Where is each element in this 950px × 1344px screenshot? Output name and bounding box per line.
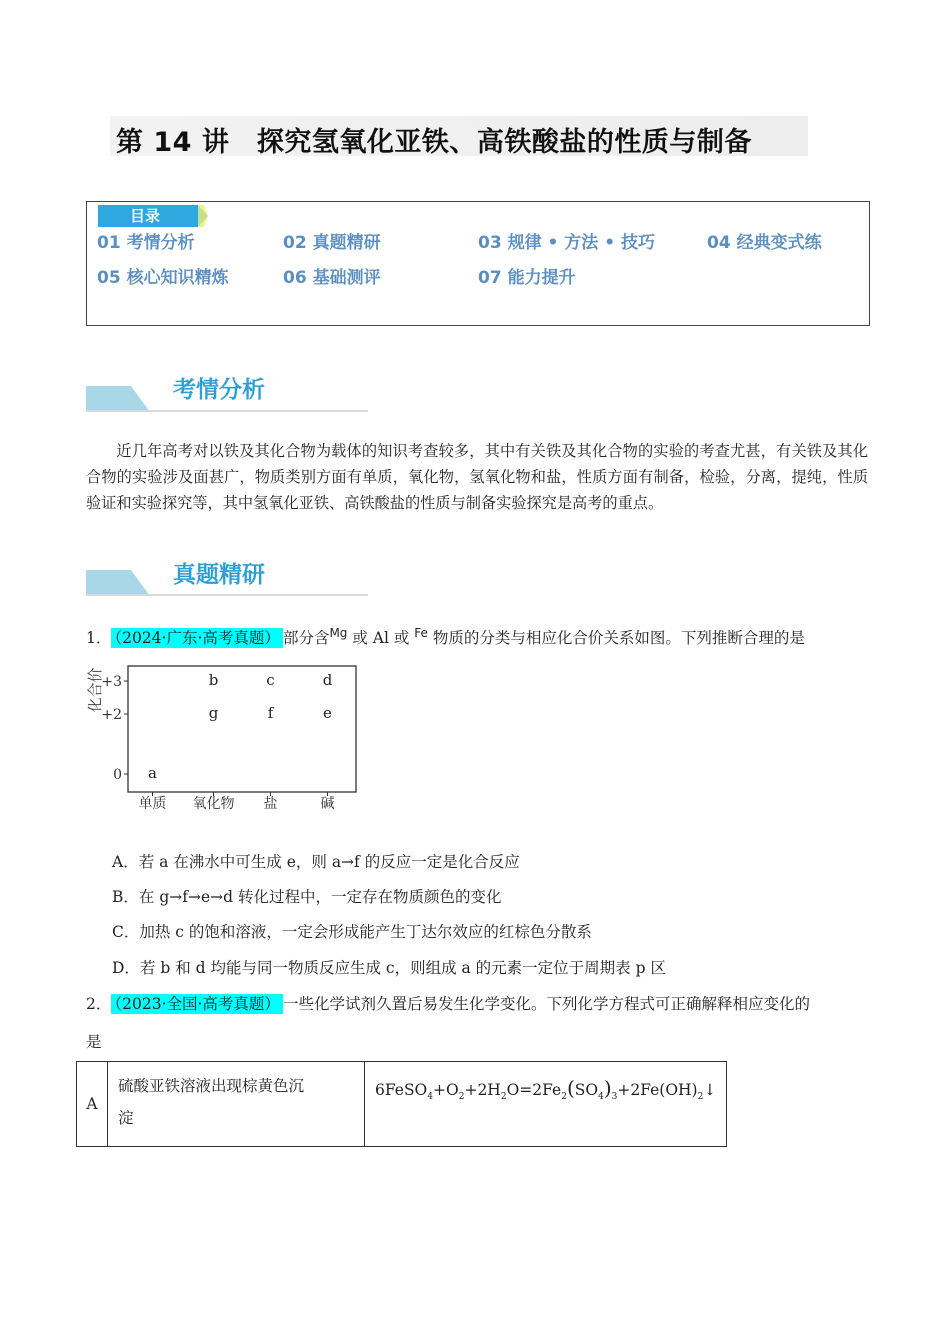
phenomenon-cell [108, 1062, 365, 1147]
valence-chart [86, 658, 376, 818]
question-number: 2． [86, 995, 112, 1013]
question-text: 一些化学试剂久置后易发生化学变化。下列化学方程式可正确解释相应变化的 [282, 995, 810, 1013]
question-1 [86, 626, 805, 648]
option-b[interactable]: B．在 g→f→e→d 转化过程中，一定存在物质颜色的变化 [112, 888, 502, 906]
phenomenon-text: 硫酸亚铁溶液出现棕黄色沉 [118, 1077, 305, 1095]
question-number: 1． [86, 629, 112, 648]
point-label-b: b [208, 671, 219, 689]
section-divider [86, 410, 368, 412]
y-axis-label: 化合价 [86, 667, 104, 713]
y-tick-label: 0 [113, 767, 122, 783]
chemical-equation: $6FeSO_4+O_2+2H_2O=2Fe_2(SO_4)_3+2Fe(OH)_2↓$ [375, 1076, 717, 1103]
y-tick-label: +2 [101, 707, 122, 723]
point-label-f: f [267, 704, 274, 722]
point-label-c: c [266, 671, 275, 689]
question-2-continued: 是 [86, 1033, 102, 1051]
x-tick-label: 氧化物 [192, 796, 235, 812]
page-title: 第 14 讲 探究氢氧化亚铁、高铁酸盐的性质与制备 [116, 127, 752, 158]
toc-tab-label: 目录 [130, 207, 161, 225]
question-text: 物质的分类与相应化合价关系如图。下列推断合理的是 [427, 629, 805, 648]
x-tick-label: 盐 [263, 796, 278, 812]
question-2 [86, 992, 810, 1014]
analysis-paragraph: 近几年高考对以铁及其化合物为载体的知识考查较多，其中有关铁及其化合物的实验的考查尤甚，有关铁及其化合物的实验涉及面甚广，物质类别方面有单质，氧化物，氢氧化物和盐，性质方面有制备，检验，分离，提纯，性质验证和实验探究等，其中氢氧化亚铁、高铁酸盐的性质与制备实验探究是高考的重点。 [86, 442, 868, 512]
point-label-d: d [322, 671, 333, 689]
toc-item-6[interactable]: 06 基础测评 [283, 268, 381, 288]
section-divider [86, 594, 368, 596]
x-tick-label: 单质 [138, 796, 167, 812]
toc-item-1[interactable]: 01 考情分析 [97, 233, 195, 253]
question-text: 部分含 [282, 629, 330, 648]
toc-item-4[interactable]: 04 经典变式练 [707, 233, 822, 253]
point-label-e: e [323, 704, 332, 722]
option-c[interactable]: C．加热 c 的饱和溶液，一定会形成能产生丁达尔效应的红棕色分散系 [112, 923, 592, 941]
toc-item-3[interactable]: 03 规律 • 方法 • 技巧 [478, 233, 655, 253]
y-tick-label: +3 [101, 674, 122, 690]
toc-item-5[interactable]: 05 核心知识精炼 [97, 268, 229, 288]
source-tag: （2024·广东·高考真题） [111, 628, 283, 648]
point-label-a: a [148, 764, 157, 782]
section-header-icon [86, 386, 166, 412]
section-title-exam: 真题精研 [173, 562, 265, 588]
element-fe: Fe [414, 626, 428, 640]
toc-item-7[interactable]: 07 能力提升 [478, 268, 576, 288]
section-header-icon [86, 570, 166, 596]
section-title-analysis: 考情分析 [173, 377, 265, 403]
toc-item-2[interactable]: 02 真题精研 [283, 233, 381, 253]
row-label: A [77, 1062, 108, 1147]
option-a[interactable]: A．若 a 在沸水中可生成 e，则 a→f 的反应一定是化合反应 [112, 853, 520, 871]
option-d[interactable]: D．若 b 和 d 均能与同一物质反应生成 c，则组成 a 的元素一定位于周期表 p 区 [112, 959, 666, 977]
element-mg: Mg [329, 626, 348, 640]
source-tag: （2023·全国·高考真题） [111, 994, 283, 1014]
equation-cell [365, 1062, 727, 1147]
table-row[interactable] [77, 1062, 727, 1147]
point-label-g: g [208, 704, 219, 722]
x-tick-label: 碱 [320, 796, 335, 812]
phenomenon-text: 淀 [118, 1109, 134, 1127]
toc-tab [98, 203, 208, 227]
answer-table [76, 1061, 727, 1147]
question-text: 或 Al 或 [347, 629, 415, 648]
